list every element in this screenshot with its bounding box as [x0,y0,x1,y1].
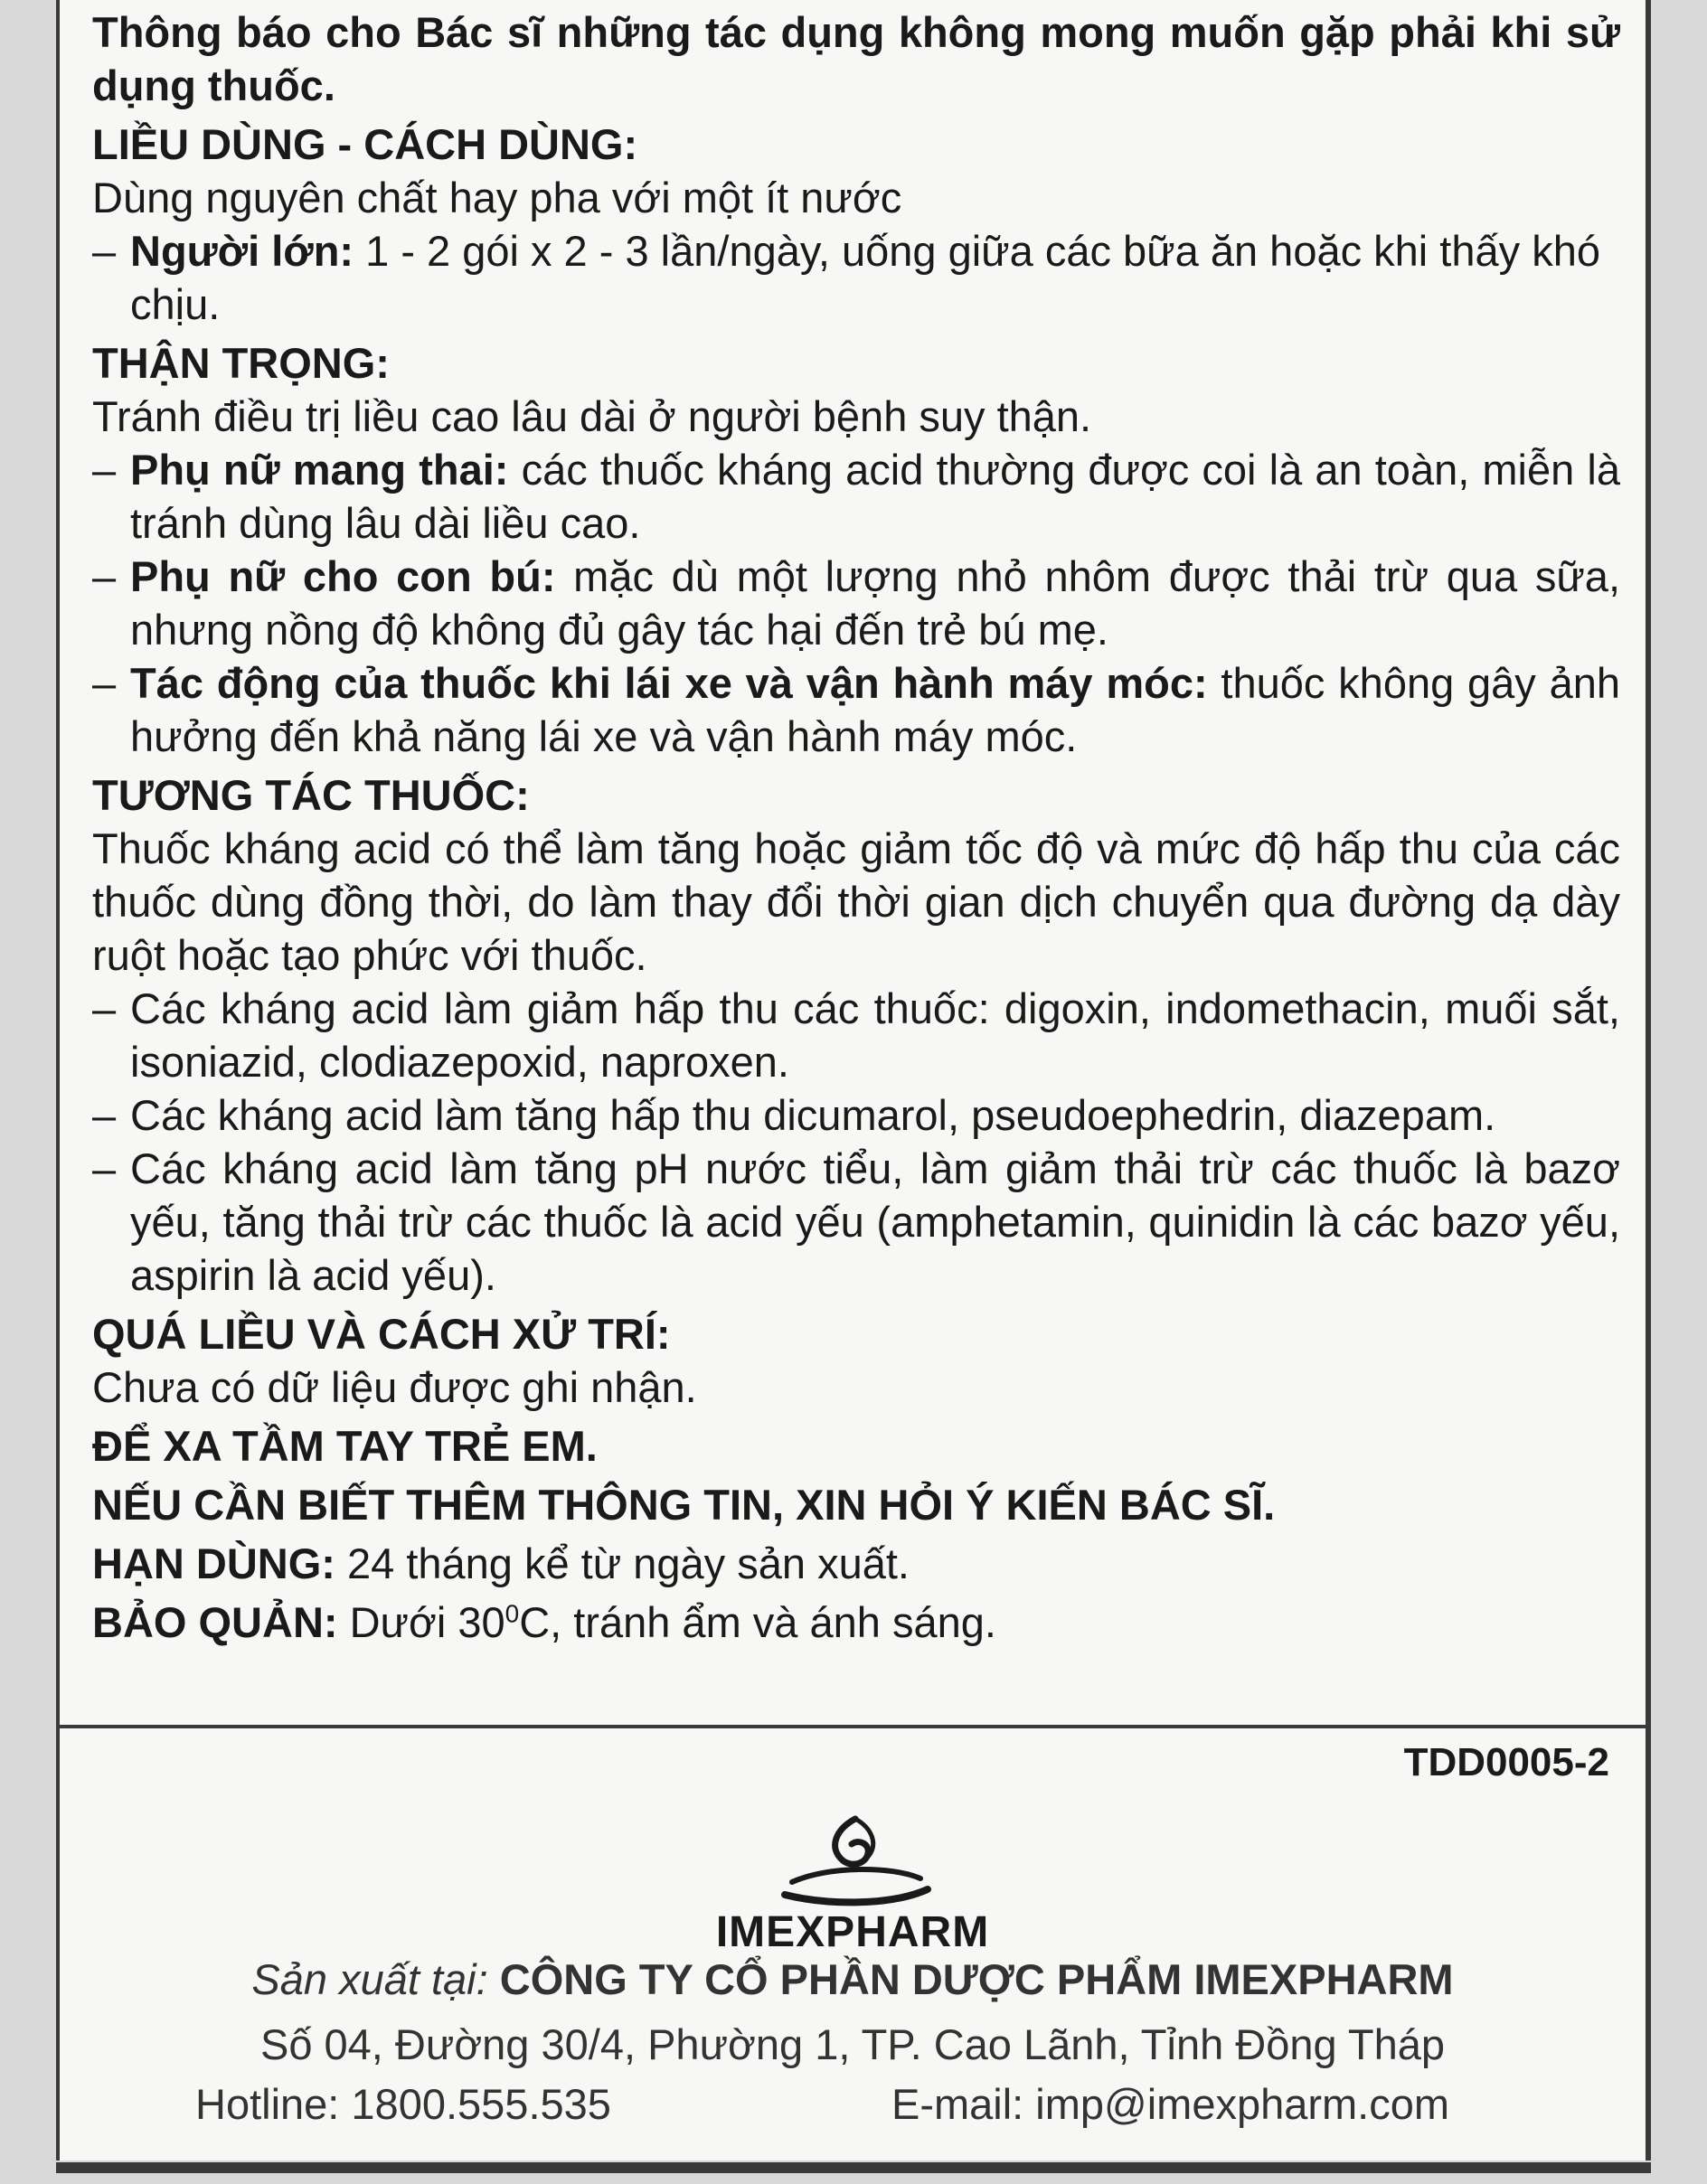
brand-name: IMEXPHARM [715,1908,990,1956]
dash-marker: – [92,1091,117,1139]
storage-text-after: C, tránh ẩm và ánh sáng. [519,1598,996,1646]
shelf-life [92,1537,1620,1590]
caution-item-text: các thuốc kháng acid thường được coi là an toàn, miễn là tránh dùng lâu dài liều cao. [130,446,1620,547]
caution-item [92,656,1620,763]
dosage-item-label: Người lớn: [130,227,354,275]
section-divider [60,1725,1646,1728]
manufacturer-label: Sản xuất tại: [251,1955,488,2003]
address-line: Số 04, Đường 30/4, Phường 1, TP. Cao Lãnh, Tỉnh Đồng Tháp [259,2020,1445,2068]
caution-item-text: thuốc không gây ảnh hưởng đến khả năng lái xe và vận hành máy móc. [130,659,1620,760]
caution-heading: THẬN TRỌNG: [92,339,390,387]
manufacturer-line [60,1953,1646,2007]
bottom-border [56,2162,1651,2173]
manufacturer-company: CÔNG TY CỔ PHẦN DƯỢC PHẨM IMEXPHARM [499,1955,1454,2003]
interactions-heading: TƯƠNG TÁC THUỐC: [92,771,530,819]
dosage-item [92,224,1620,331]
leaflet-sheet [56,0,1651,2160]
storage [92,1596,1620,1649]
caution-item-label: Phụ nữ mang thai: [130,446,509,494]
shelf-life-text: 24 tháng kể từ ngày sản xuất. [335,1539,910,1587]
dash-marker: – [92,1144,117,1192]
dash-marker: – [92,984,117,1032]
caution-item-text: mặc dù một lượng nhỏ nhôm được thải trừ qua sữa, nhưng nồng độ không đủ gây tác hại đến trẻ bú mẹ. [130,552,1620,654]
interactions-item [92,1142,1620,1302]
caution-item-label: Phụ nữ cho con bú: [130,552,556,600]
dosage-heading: LIỀU DÙNG - CÁCH DÙNG: [92,120,638,168]
document-code: TDD0005-2 [1403,1740,1609,1784]
storage-label: BẢO QUẢN: [92,1598,338,1646]
dash-marker: – [92,552,117,600]
warning-children: ĐỂ XA TẦM TAY TRẺ EM. [92,1422,598,1470]
caution-text: Tránh điều trị liều cao lâu dài ở người bệnh suy thận. [92,392,1092,440]
overdose-heading: QUÁ LIỀU VÀ CÁCH XỬ TRÍ: [92,1310,671,1358]
leaflet-content [92,5,1620,1649]
interactions-item-text: Các kháng acid làm tăng hấp thu dicumarol, pseudoephedrin, diazepam. [130,1091,1496,1139]
intro-text: Thông báo cho Bác sĩ những tác dụng không mong muốn gặp phải khi sử dụng thuốc. [92,8,1620,109]
dash-marker: – [92,659,117,707]
interactions-item [92,982,1620,1088]
storage-text-before: Dưới 30 [337,1598,505,1646]
interactions-item-text: Các kháng acid làm giảm hấp thu các thuốc: digoxin, indomethacin, muối sắt, isoniazid, clodiazepoxid, naproxen. [130,984,1620,1086]
interactions-item-text: Các kháng acid làm tăng pH nước tiểu, làm giảm thải trừ các thuốc là bazơ yếu, tăng thải trừ các thuốc là acid yếu (amphetamin, quinidin là các bazơ yếu, aspirin là acid yếu). [130,1144,1620,1299]
caution-item [92,443,1620,550]
warning-consult: NẾU CẦN BIẾT THÊM THÔNG TIN, XIN HỎI Ý KIẾN BÁC SĨ. [92,1481,1276,1529]
overdose-text: Chưa có dữ liệu được ghi nhận. [92,1363,697,1411]
dosage-item-text: 1 - 2 gói x 2 - 3 lần/ngày, uống giữa các bữa ăn hoặc khi thấy khó chịu. [130,227,1600,328]
imexpharm-logo-icon [765,1812,946,1911]
interactions-item [92,1088,1620,1142]
hotline: Hotline: 1800.555.535 [195,2080,611,2128]
email: E-mail: imp@imexpharm.com [891,2080,1450,2128]
dash-marker: – [92,227,117,275]
storage-degree: 0 [505,1599,520,1628]
interactions-text: Thuốc kháng acid có thể làm tăng hoặc giảm tốc độ và mức độ hấp thu của các thuốc dùng đồng thời, do làm thay đổi thời gian dịch chuyển qua đường dạ dày ruột hoặc tạo phức với thuốc. [92,824,1620,979]
shelf-life-label: HẠN DÙNG: [92,1539,335,1587]
dosage-text: Dùng nguyên chất hay pha với một ít nước [92,174,902,221]
caution-item [92,550,1620,656]
caution-item-label: Tác động của thuốc khi lái xe và vận hành máy móc: [130,659,1208,707]
dash-marker: – [92,446,117,494]
